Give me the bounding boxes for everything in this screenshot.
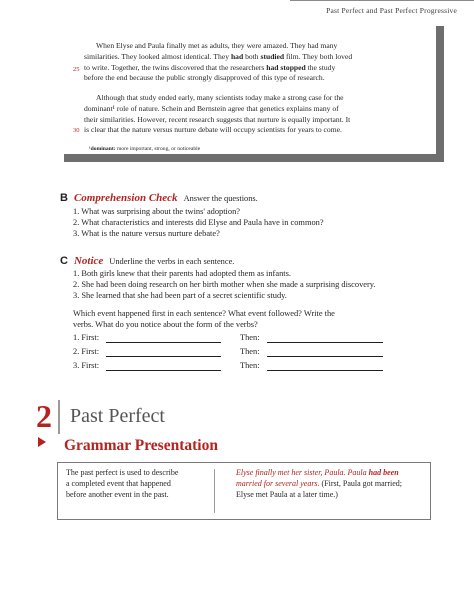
bold-verb-had-stopped: had stopped — [266, 62, 306, 72]
p1-text: both — [243, 51, 261, 61]
section-c-heading — [60, 251, 234, 269]
answer-then-blank-2[interactable] — [267, 356, 383, 357]
reading-paragraph-1 — [84, 41, 424, 84]
example-explanation: (First, Paula got married; — [319, 478, 402, 488]
notice-question-line-2: verbs. What do you notice about the form of the verbs? — [73, 320, 258, 329]
section-c-letter: C — [60, 255, 68, 267]
line-number-25: 25 — [73, 66, 80, 73]
answer-first-label-1: 1. First: — [73, 333, 100, 342]
comprehension-question-3: 3. What is the nature versus nurture debate? — [73, 229, 220, 238]
grammar-rule-line-3: before another event in the past. — [66, 489, 169, 499]
end-of-reading-marker: ■ — [432, 164, 436, 169]
p1-text: to write. Together, the twins discovered that the researchers — [84, 62, 267, 72]
unit-number: 2 — [36, 398, 52, 434]
p1-line-4: before the end because the public strongly disapproved of this type of research. — [84, 73, 325, 83]
answer-first-blank-3[interactable] — [106, 370, 221, 371]
section-b-heading — [60, 188, 258, 206]
reading-paragraph-2 — [84, 93, 424, 136]
comprehension-question-2: 2. What characteristics and interests did Elyse and Paula have in common? — [73, 218, 324, 227]
grammar-rule-line-2: a completed event that happened — [66, 478, 171, 488]
section-b-letter: B — [60, 192, 68, 204]
grammar-example — [236, 468, 402, 500]
p2-line-4: is clear that the nature versus nurture debate will occupy scientists for years to come. — [84, 125, 342, 135]
answer-then-label-3: Then: — [240, 361, 260, 370]
notice-sentence-1: 1. Both girls knew that their parents had adopted them as infants. — [73, 269, 291, 278]
arrow-icon — [38, 437, 46, 447]
section-b-title: Comprehension Check — [73, 192, 178, 204]
p1-text: the study — [305, 62, 336, 72]
section-c-title: Notice — [73, 255, 104, 267]
footnote-term: ¹dominant: — [89, 146, 116, 152]
answer-first-label-2: 2. First: — [73, 347, 100, 356]
answer-then-label-2: Then: — [240, 347, 260, 356]
example-bold-verb: had been — [368, 468, 399, 477]
section-c-instruction: Underline the verbs in each sentence. — [109, 257, 235, 266]
answer-then-blank-3[interactable] — [267, 370, 383, 371]
p1-line-1: When Elyse and Paula finally met as adults, they were amazed. They had many — [96, 41, 338, 50]
example-line-2 — [236, 479, 402, 490]
notice-question-line-1: Which event happened first in each sentence? What event followed? Write the — [73, 309, 335, 318]
unit-title: Past Perfect — [70, 405, 165, 427]
header-rule — [290, 0, 474, 1]
grammar-rule — [66, 468, 178, 500]
answer-then-blank-1[interactable] — [267, 342, 383, 343]
p2-line-3: their similarities. However, recent research suggests that nurture is equally important. It — [84, 114, 351, 124]
section-b-instruction: Answer the questions. — [183, 194, 258, 203]
grammar-presentation-title: Grammar Presentation — [64, 437, 218, 454]
example-line-1 — [236, 468, 402, 479]
notice-sentence-2: 2. She had been doing research on her birth mother when she made a surprising discovery. — [73, 280, 376, 289]
example-line-3: Elyse met Paula at a later time.) — [236, 489, 338, 499]
p1-line-3 — [84, 63, 424, 74]
comprehension-question-1: 1. What was surprising about the twins' adoption? — [73, 207, 240, 216]
grammar-presentation-divider — [214, 469, 215, 513]
grammar-rule-line-1: The past perfect is used to describe — [66, 468, 179, 477]
example-sentence: Elyse finally met her sister, Paula. Paula — [236, 468, 369, 477]
unit-divider — [58, 400, 60, 434]
answer-then-label-1: Then: — [240, 333, 260, 342]
p2-line-1: Although that study ended early, many scientists today make a strong case for the — [96, 93, 344, 102]
answer-first-blank-2[interactable] — [106, 356, 221, 357]
bold-verb-studied: studied — [260, 51, 285, 61]
example-sentence: married for several years. — [236, 478, 320, 488]
bold-verb-had: had — [230, 51, 244, 61]
answer-first-blank-1[interactable] — [106, 342, 221, 343]
p1-text: film. They both loved — [284, 51, 353, 61]
answer-first-label-3: 3. First: — [73, 361, 100, 370]
footnote — [89, 146, 200, 152]
footnote-definition: more important, strong, or noticeable — [115, 146, 201, 152]
running-header: Past Perfect and Past Perfect Progressive — [326, 6, 457, 15]
p1-text: similarities. They looked almost identical. They — [84, 51, 231, 61]
p2-line-2: dominant¹ role of nature. Schein and Bernstein agree that genetics explains many of — [84, 103, 339, 113]
line-number-30: 30 — [73, 127, 80, 134]
p1-line-2 — [84, 52, 424, 63]
notice-sentence-3: 3. She learned that she had been part of a secret scientific study. — [73, 291, 287, 300]
